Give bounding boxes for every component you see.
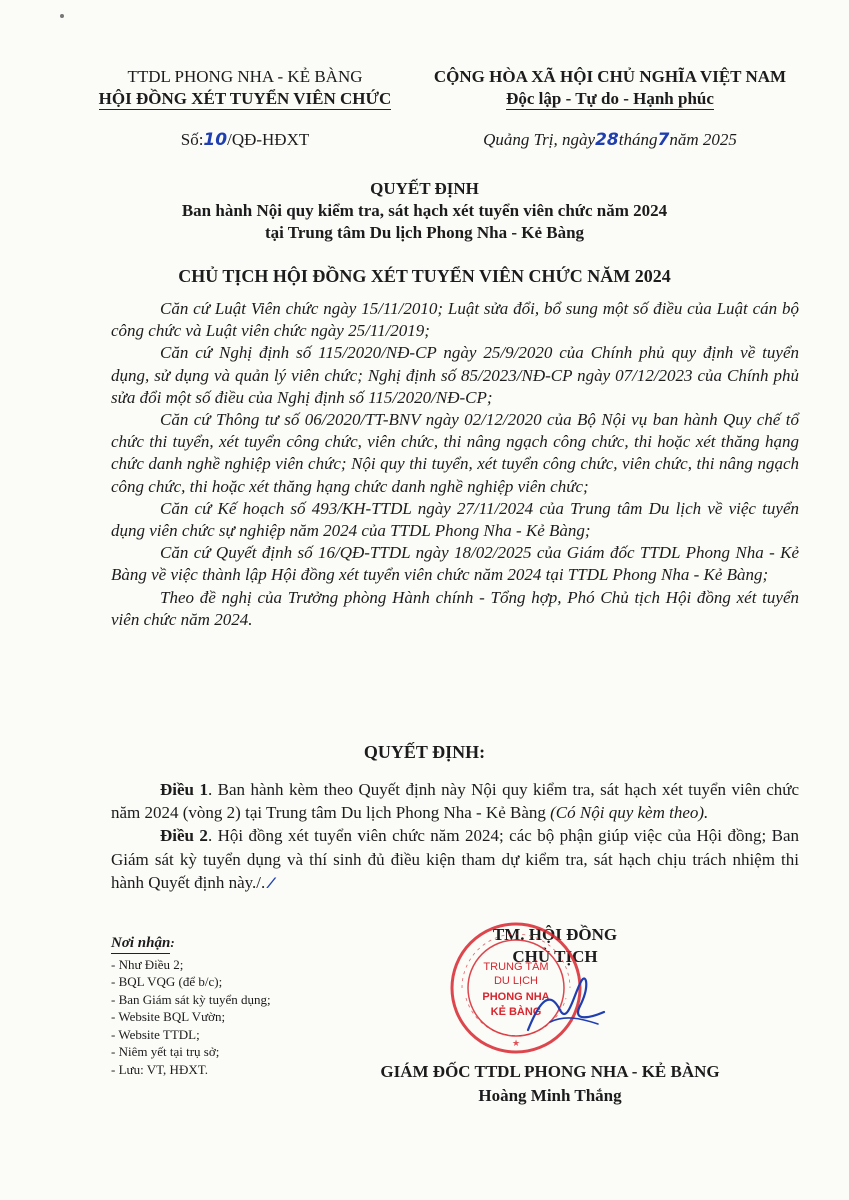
recipient-item: - Niêm yết tại trụ sở; [111, 1044, 220, 1059]
on-behalf: TM. HỘI ĐỒNG [492, 925, 618, 944]
recipient-item: - Như Điều 2; [111, 956, 184, 972]
articles [111, 778, 799, 896]
basis-paragraph: Căn cứ Quyết định số 16/QĐ-TTDL ngày 18/02/2025 của Giám đốc TTDL Phong Nha - Kẻ Bàng về việc thành lập Hội đồng xét tuyển viên chức năm 2024 tại TTDL Phong Nha - Kẻ Bàng; [111, 543, 799, 585]
national-heading [400, 66, 820, 110]
seal-text-1: TRUNG TÂM [483, 961, 549, 973]
recipient-item: - Website TTDL; [111, 1026, 200, 1042]
recipient-item: - Lưu: VT, HĐXT. [111, 1061, 208, 1077]
signer-block [340, 1060, 760, 1108]
decision-heading: QUYẾT ĐỊNH: [363, 742, 486, 762]
handwritten-day: 28 [595, 130, 619, 150]
recipient-item: - Ban Giám sát kỳ tuyển dụng; [111, 991, 271, 1007]
issuer-block [95, 66, 395, 110]
svg-text:★: ★ [511, 1038, 521, 1048]
document-date: Quảng Trị, ngày28tháng7năm 2025 [483, 130, 737, 150]
scan-speck [60, 14, 64, 18]
handwritten-number: 10 [203, 130, 228, 150]
signer-title: GIÁM ĐỐC TTDL PHONG NHA - KẺ BÀNG [380, 1062, 720, 1081]
recipients-heading: Nơi nhận [111, 935, 170, 954]
legal-bases [111, 298, 799, 631]
doc-type: QUYẾT ĐỊNH [370, 179, 479, 198]
issuer-council: HỘI ĐỒNG XÉT TUYỂN VIÊN CHỨC [98, 89, 392, 108]
basis-paragraph: Căn cứ Thông tư số 06/2020/TT-BNV ngày 02/12/2020 của Bộ Nội vụ ban hành Quy chế tổ chức thi tuyển, xét tuyển công chức, viên chức, thi nâng ngạch công chức, thi hoặc xét thăng hạng chức danh nghề nghiệp viên chức; Nội quy thi tuyển, xét tuyển công chức, viên chức, thi nâng ngạch công chức, thi hoặc xét thăng hạng chức danh nghề nghiệp viên chức; [111, 410, 799, 496]
article-1: Điều 1. Ban hành kèm theo Quyết định này Nội quy kiểm tra, sát hạch xét tuyển viên chức năm 2024 (vòng 2) tại Trung tâm Du lịch Phong Nha - Kẻ Bàng (Có Nội quy kèm theo). [111, 780, 800, 823]
document-title [60, 178, 789, 244]
signature-icon [520, 960, 610, 1050]
seal-text-3: PHONG NHA [482, 991, 550, 1003]
handwritten-month: 7 [657, 130, 670, 150]
recipients-list: Nơi nhận: - Như Điều 2; - BQL VQG (để b/c); - Ban Giám sát kỳ tuyển dụng; - Website BQL Vườn; - Website TTDL; - Niêm yết tại trụ sở; - Lưu: VT, HĐXT. [111, 934, 371, 1078]
title-line-2: tại Trung tâm Du lịch Phong Nha - Kẻ Bàng [264, 223, 585, 242]
motto: Độc lập - Tự do - Hạnh phúc [506, 89, 714, 108]
recipient-item: - BQL VQG (để b/c); [111, 974, 223, 989]
chair-position: CHỦ TỊCH [512, 947, 598, 966]
basis-paragraph: Căn cứ Nghị định số 115/2020/NĐ-CP ngày 25/9/2020 của Chính phủ quy định về tuyển dụng, sử dụng và quản lý viên chức; Nghị định số 85/2023/NĐ-CP ngày 07/12/2023 của Chính phủ sửa đổi một số điều của Nghị định số 115/2020/NĐ-CP; [111, 343, 799, 407]
issuer-org: TTDL PHONG NHA - KẺ BÀNG [127, 67, 363, 86]
seal-text-2: DU LỊCH [493, 975, 539, 987]
basis-paragraph: Căn cứ Kế hoạch số 493/KH-TTDL ngày 27/11/2024 của Trung tâm Du lịch về việc tuyển dụng viên chức sự nghiệp năm 2024 của TTDL Phong Nha - Kẻ Bàng; [111, 498, 799, 541]
initial-mark: ⁄ [265, 875, 273, 892]
authority-heading: CHỦ TỊCH HỘI ĐỒNG XÉT TUYỂN VIÊN CHỨC NĂM 2024 [178, 266, 671, 286]
nation-name: CỘNG HÒA XÃ HỘI CHỦ NGHĨA VIỆT NAM [433, 67, 787, 86]
title-line-1: Ban hành Nội quy kiểm tra, sát hạch xét tuyển viên chức năm 2024 [181, 201, 668, 220]
seal-text-4: KẺ BÀNG [490, 1006, 542, 1018]
document-number: Số:10/QĐ-HĐXT [180, 130, 310, 150]
basis-paragraph: Căn cứ Luật Viên chức ngày 15/11/2010; Luật sửa đổi, bổ sung một số điều của Luật cán bộ công chức và Luật viên chức ngày 25/11/2019; [111, 299, 799, 341]
article-2: Điều 2. Hội đồng xét tuyển viên chức năm 2024; các bộ phận giúp việc của Hội đồng; Ban Giám sát kỳ tuyển dụng và thí sinh đủ điều kiện tham dự kiểm tra, sát hạch chịu trách nhiệm thi hành Quyết định này./. ⁄ [111, 826, 799, 892]
recipient-item: - Website BQL Vườn; [111, 1009, 226, 1024]
basis-paragraph: Theo đề nghị của Trưởng phòng Hành chính - Tổng hợp, Phó Chủ tịch Hội đồng xét tuyển viên chức năm 2024. [111, 587, 799, 629]
signer-name: Hoàng Minh Thắng [478, 1086, 622, 1105]
